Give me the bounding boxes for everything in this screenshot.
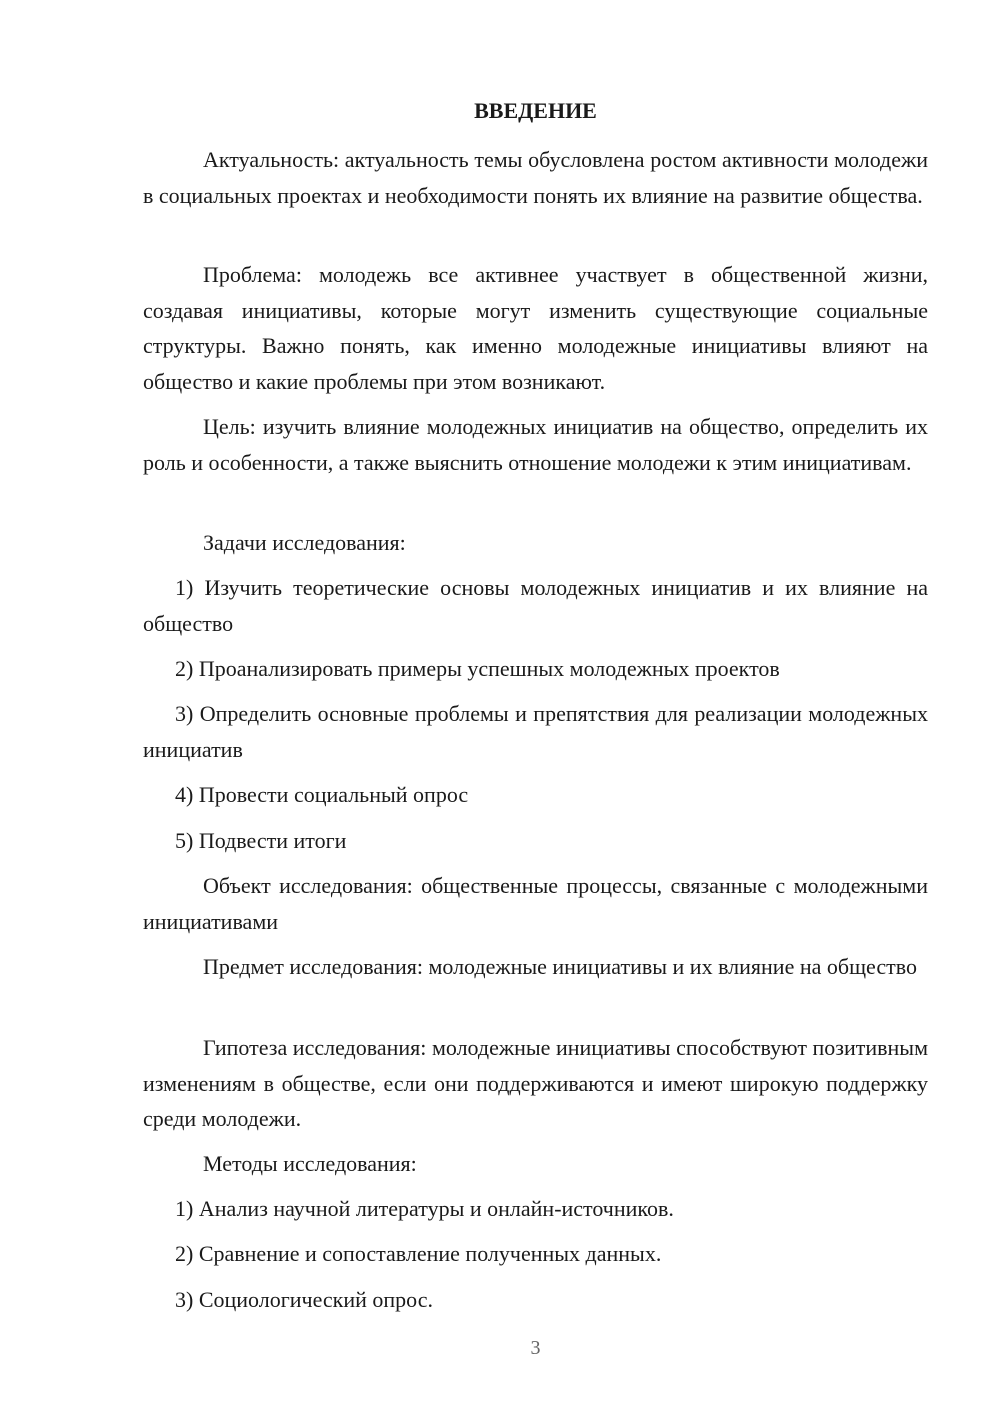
paragraph-subject: Предмет исследования: молодежные инициативы и их влияние на общество: [203, 954, 917, 979]
paragraph-relevance: Актуальность: актуальность темы обусловлена ростом активности молодежи в социальных проектах и необходимости понять их влияние на развитие общества.: [143, 147, 928, 208]
paragraph-tasks-heading: Задачи исследования:: [203, 530, 406, 555]
paragraph-problem: Проблема: молодежь все активнее участвует в общественной жизни, создавая инициативы, которые могут изменить существующие социальные структуры. Важно понять, как именно молодежные инициативы влияют на общество и какие проблемы при этом возникают.: [143, 262, 928, 394]
paragraph-object: Объект исследования: общественные процессы, связанные с молодежными инициативами: [143, 873, 928, 934]
list-item-method-3: 3) Социологический опрос.: [175, 1287, 433, 1312]
paragraph-methods-heading: Методы исследования:: [203, 1151, 417, 1176]
list-item-method-2: 2) Сравнение и сопоставление полученных данных.: [175, 1241, 662, 1266]
document-page: [143, 0, 928, 1414]
paragraph-hypothesis: Гипотеза исследования: молодежные инициативы способствуют позитивным изменениям в обществе, если они поддерживаются и имеют широкую поддержку среди молодежи.: [143, 1035, 928, 1131]
list-item-task-2: 2) Проанализировать примеры успешных молодежных проектов: [175, 656, 780, 681]
page-number: 3: [530, 1337, 541, 1359]
page-title: ВВЕДЕНИЕ: [474, 98, 597, 123]
list-item-task-4: 4) Провести социальный опрос: [175, 782, 469, 807]
paragraph-goal: Цель: изучить влияние молодежных инициатив на общество, определить их роль и особенности, а также выяснить отношение молодежи к этим инициативам.: [143, 414, 928, 475]
list-item-task-5: 5) Подвести итоги: [175, 828, 347, 853]
list-item-task-1: 1) Изучить теоретические основы молодежных инициатив и их влияние на общество: [143, 575, 928, 636]
list-item-method-1: 1) Анализ научной литературы и онлайн-источников.: [175, 1196, 674, 1221]
list-item-task-3: 3) Определить основные проблемы и препятствия для реализации молодежных инициатив: [143, 701, 928, 762]
